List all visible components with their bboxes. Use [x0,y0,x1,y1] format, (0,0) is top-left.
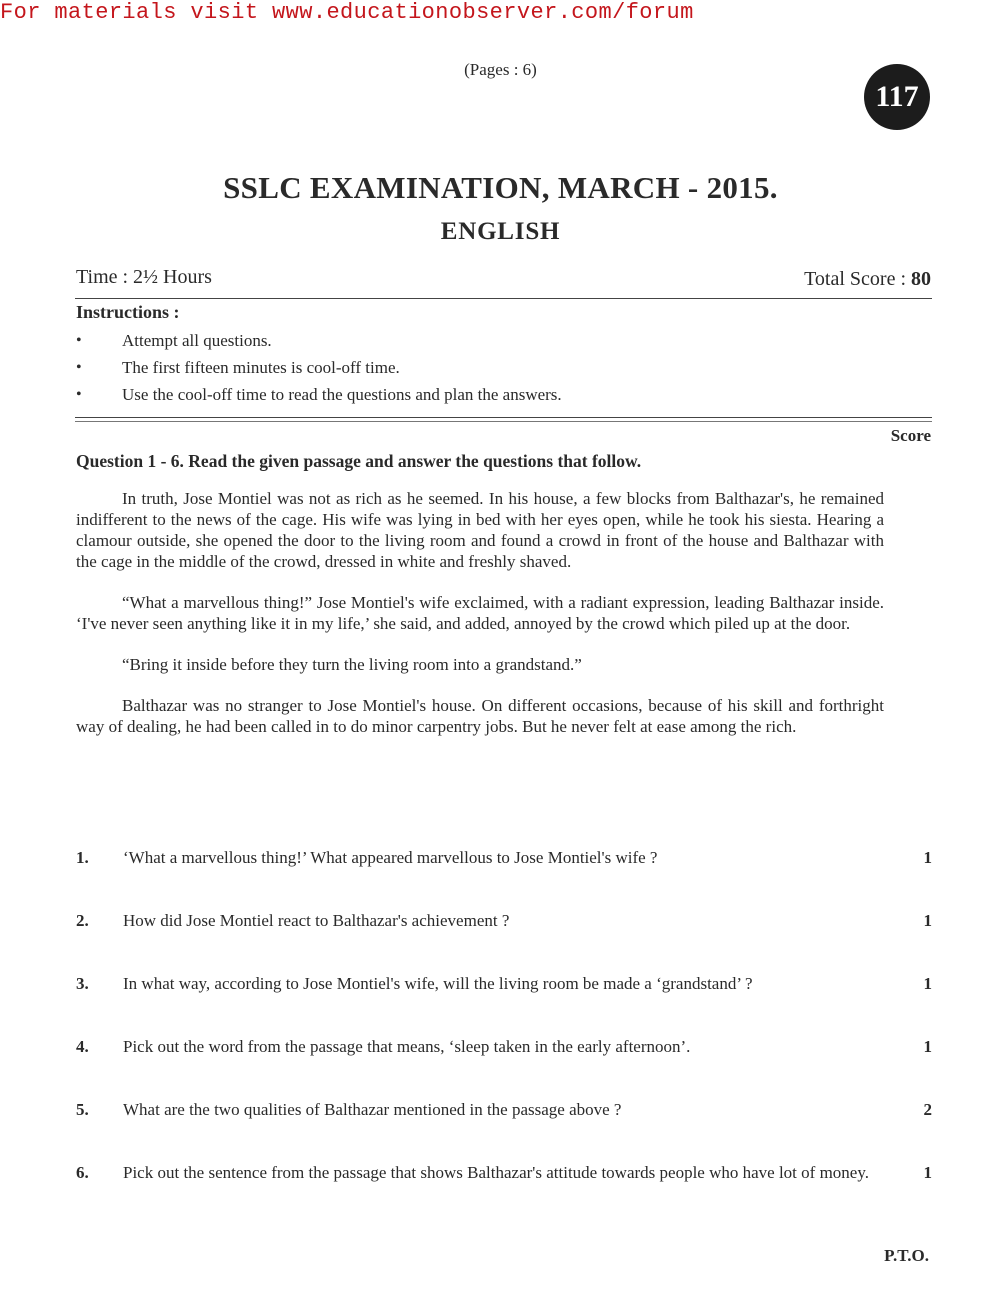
question-row [76,1157,932,1220]
question-marks: 1 [923,848,932,867]
bullet-icon: • [76,359,82,376]
question-marks: 2 [923,1100,932,1119]
instruction-item [76,381,926,408]
instruction-text: The first fifteen minutes is cool-off time. [122,358,400,377]
question-number: 5. [76,1100,89,1119]
question-row [76,1031,932,1094]
passage-paragraph: In truth, Jose Montiel was not as rich as he seemed. In his house, a few blocks from Balthazar's, he remained indifferent to the news of the cage. His wife was lying in bed with her eyes open, while he took his siesta. Hearing a clamour outside, she opened the door to the living room and found a crowd in front of the house and Balthazar with the cage in the middle of the crowd, dressed in white and freshly shaved. [76,489,884,571]
total-score [804,268,931,291]
instructions-divider [75,417,932,418]
question-number: 4. [76,1037,89,1056]
total-score-value: 80 [911,268,931,290]
question-text: What are the two qualities of Balthazar mentioned in the passage above ? [123,1100,622,1119]
question-marks: 1 [923,1037,932,1056]
question-text: Pick out the sentence from the passage that shows Balthazar's attitude towards people who have lot of money. [123,1163,869,1182]
exam-title: SSLC EXAMINATION, MARCH - 2015. [223,170,778,205]
total-score-label: Total Score : [804,268,911,290]
question-marks: 1 [923,974,932,993]
instructions-list [76,327,926,408]
source-banner: For materials visit www.educationobserver.com/forum [0,0,694,25]
question-text: ‘What a marvellous thing!’ What appeared marvellous to Jose Montiel's wife ? [123,848,658,867]
instruction-item [76,327,926,354]
bullet-icon: • [76,332,82,349]
bullet-icon: • [76,386,82,403]
question-row [76,968,932,1031]
question-text: How did Jose Montiel react to Balthazar's achievement ? [123,911,510,930]
pages-note: (Pages : 6) [464,60,537,79]
question-marks: 1 [923,1163,932,1182]
page-turn-note: P.T.O. [884,1246,929,1265]
instruction-text: Attempt all questions. [122,331,272,350]
time-allowed: Time : 2½ Hours [76,266,212,288]
question-marks: 1 [923,911,932,930]
instructions-heading: Instructions : [76,302,180,322]
passage-paragraph: Balthazar was no stranger to Jose Montiel's house. On different occasions, because of his skill and forthright way of dealing, he had been called in to do minor carpentry jobs. But he never felt at ease among the rich. [76,696,884,736]
header-divider [75,298,932,299]
question-row [76,842,932,905]
question-group-heading: Question 1 - 6. Read the given passage and answer the questions that follow. [76,451,642,471]
question-row [76,1094,932,1157]
question-number: 3. [76,974,89,993]
question-row [76,905,932,968]
subject-title: ENGLISH [440,218,561,245]
reading-passage [76,488,884,757]
question-text: In what way, according to Jose Montiel's wife, will the living room be made a ‘grandstand’ ? [123,974,753,993]
paper-code-badge: 117 [864,64,930,130]
question-text: Pick out the word from the passage that means, ‘sleep taken in the early afternoon’. [123,1037,691,1056]
question-list [76,842,932,1220]
instruction-text: Use the cool-off time to read the questions and plan the answers. [122,385,562,404]
instruction-item [76,354,926,381]
score-column-heading: Score [890,426,931,445]
question-number: 1. [76,848,89,867]
passage-paragraph: “Bring it inside before they turn the living room into a grandstand.” [122,655,582,674]
question-number: 2. [76,911,89,930]
question-number: 6. [76,1163,89,1182]
instructions-divider-thin [75,421,932,422]
passage-paragraph: “What a marvellous thing!” Jose Montiel's wife exclaimed, with a radiant expression, leading Balthazar inside. ‘I've never seen anything like it in my life,’ she said, and added, annoyed by the crowd which piled up at the door. [76,593,884,633]
